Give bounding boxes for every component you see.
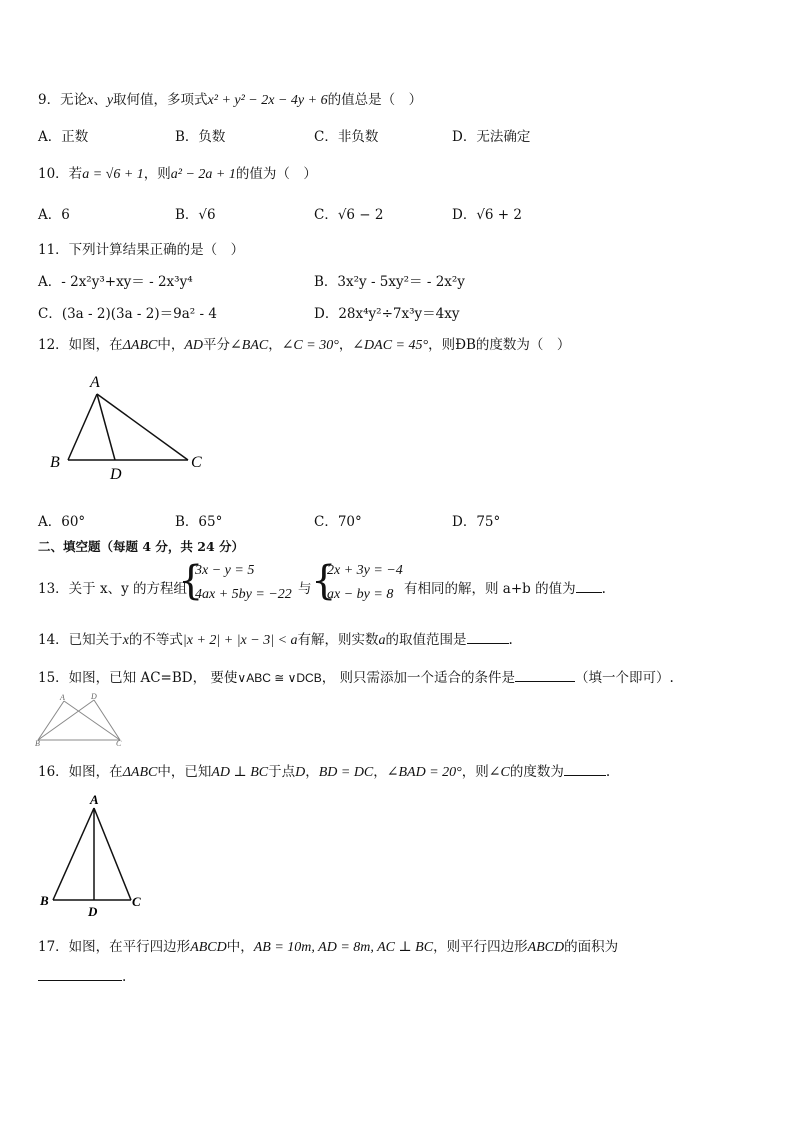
q12-label-b: B [50,454,60,471]
q12-option-c: C．70° [314,514,362,530]
q13-stem-end: 有相同的解，则 a+b 的值为 . [404,581,606,597]
q11-option-b: B．3x²y - 5xy²＝ - 2x²y [314,274,465,290]
q10-option-c: C．√6 − 2 [314,207,384,223]
q11-option-d: D．28x⁴y²÷7x³y＝4xy [314,306,460,322]
q15-label-b: B [35,739,40,747]
q17-answer-line: . [38,968,126,985]
section-fill-in-title: 二、填空题（每题 4 分，共 24 分） [38,539,245,554]
q15-figure [34,692,129,747]
q12-label-d: D [110,466,122,483]
q12-option-a: A．60° [38,514,86,530]
q16-side-ac [94,808,131,900]
q16-answer-blank [564,763,606,776]
q13-system1-eq1: 3x − y = 5 [195,563,255,578]
q13-system2-eq1: 2x + 3y = −4 [327,563,403,578]
q15-answer-blank [515,669,575,682]
q15-label-d: D [91,692,97,701]
q16-triangle-figure [36,790,151,920]
q13-system1-eq2: 4ax + 5by = −22 [195,587,292,602]
q9-stem: 9．无论x、y取何值，多项式x² + y² − 2x − 4y + 6的值总是（ ） [38,92,423,108]
q10-option-d: D．√6 + 2 [452,207,522,223]
q12-label-c: C [191,454,202,471]
q12-option-d: D．75° [452,514,501,530]
q13-system2-eq2: ax − by = 8 [327,587,394,602]
q12-option-b: B．65° [175,514,223,530]
q11-stem: 11．下列计算结果正确的是（ ） [38,242,245,258]
q14-stem: 14．已知关于x的不等式|x + 2| + |x − 3| < a有解，则实数a的取值范围是 . [38,632,513,648]
q9-option-b: B．负数 [175,129,226,145]
q13-stem-start: 13．关于 x、y 的方程组 [38,581,188,597]
q12-side-ab [68,394,97,460]
q13-brace-2: { [311,558,337,604]
q12-triangle-figure [40,368,220,483]
q15-label-a: A [60,693,65,702]
q10-stem: 10．若a = √6 + 1，则a² − 2a + 1的值为（ ） [38,166,317,182]
q16-label-b: B [40,893,49,908]
q13-brace-1: { [178,558,204,604]
q16-stem: 16．如图，在ΔABC中，已知AD ⊥ BC于点D，BD = DC，∠BAD = 20°，则∠C的度数为 . [38,764,611,780]
q11-option-a: A．- 2x²y³+xy＝ - 2x³y⁴ [38,274,193,290]
q15-stem: 15．如图，已知 AC=BD， 要使∨ABC ≅ ∨DCB， 则只需添加一个适合的条件是 （填一个即可）. [38,670,674,686]
q13-answer-blank [576,580,602,593]
q9-expression: x² + y² − 2x − 4y + 6 [207,93,328,108]
q17-answer-blank [38,968,122,981]
q9-option-d: D．无法确定 [452,129,531,145]
q10-option-a: A．6 [38,207,70,223]
q12-side-ac [97,394,188,460]
q17-stem: 17．如图，在平行四边形ABCD中，AB = 10m, AD = 8m, AC ⊥ BC，则平行四边形ABCD的面积为 [38,939,619,955]
q14-answer-blank [467,631,509,644]
q12-label-a: A [90,374,100,391]
q9-option-a: A．正数 [38,129,89,145]
q12-stem: 12．如图，在ΔABC中，AD平分∠BAC，∠C = 30°，∠DAC = 45°，则ÐB的度数为（ ） [38,337,571,353]
q16-label-d: D [88,904,98,919]
q9-option-c: C．非负数 [314,129,379,145]
q11-option-c: C．(3a - 2)(3a - 2)＝9a² - 4 [38,306,217,322]
q13-and: 与 [298,581,312,597]
q16-label-a: A [90,792,99,807]
q15-label-c: C [116,739,122,747]
q16-label-c: C [132,894,141,909]
q12-segment-ad [97,394,115,460]
q10-option-b: B．√6 [175,207,216,223]
q16-side-ab [53,808,94,900]
